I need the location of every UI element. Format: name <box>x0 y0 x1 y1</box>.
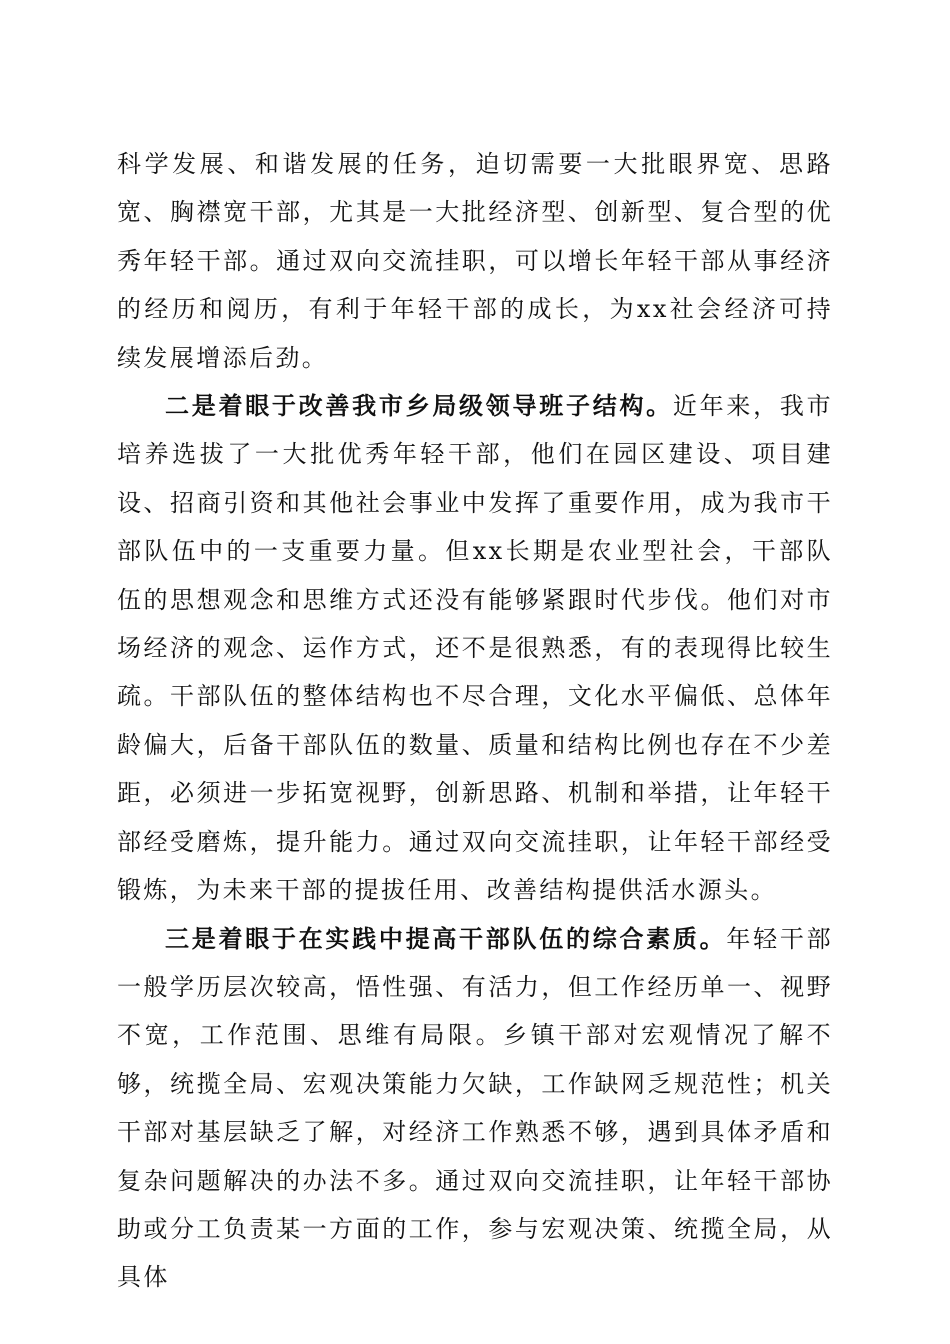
paragraph-2-lead: 二是着眼于改善我市乡局级领导班子结构。 <box>165 391 673 421</box>
paragraph-comprehensive-quality <box>117 915 833 1302</box>
paragraph-3-lead: 三是着眼于在实践中提高干部队伍的综合素质。 <box>165 923 727 953</box>
paragraph-continuation <box>117 140 833 382</box>
document-page <box>117 140 833 1302</box>
paragraph-1-text: 科学发展、和谐发展的任务，迫切需要一大批眼界宽、思路宽、胸襟宽干部，尤其是一大批经济型、创新型、复合型的优秀年轻干部。通过双向交流挂职，可以增长年轻干部从事经济的经历和阅历，有利于年轻干部的成长，为xx社会经济可持续发展增添后劲。 <box>117 150 833 372</box>
paragraph-2-text: 近年来，我市培养选拔了一大批优秀年轻干部，他们在园区建设、项目建设、招商引资和其他社会事业中发挥了重要作用，成为我市干部队伍中的一支重要力量。但xx长期是农业型社会，干部队伍的思想观念和思维方式还没有能够紧跟时代步伐。他们对市场经济的观念、运作方式，还不是很熟悉，有的表现得比较生疏。干部队伍的整体结构也不尽合理，文化水平偏低、总体年龄偏大，后备干部队伍的数量、质量和结构比例也存在不少差距，必须进一步拓宽视野，创新思路、机制和举措，让年轻干部经受磨炼，提升能力。通过双向交流挂职，让年轻干部经受锻炼，为未来干部的提拔任用、改善结构提供活水源头。 <box>117 392 833 905</box>
paragraph-3-text: 年轻干部一般学历层次较高，悟性强、有活力，但工作经历单一、视野不宽，工作范围、思维有局限。乡镇干部对宏观情况了解不够，统揽全局、宏观决策能力欠缺，工作缺网乏规范性；机关干部对基层缺乏了解，对经济工作熟悉不够，遇到具体矛盾和复杂问题解决的办法不多。通过双向交流挂职，让年轻干部协助或分工负责某一方面的工作，参与宏观决策、统揽全局，从具体 <box>117 924 833 1292</box>
paragraph-leadership-structure <box>117 382 833 914</box>
